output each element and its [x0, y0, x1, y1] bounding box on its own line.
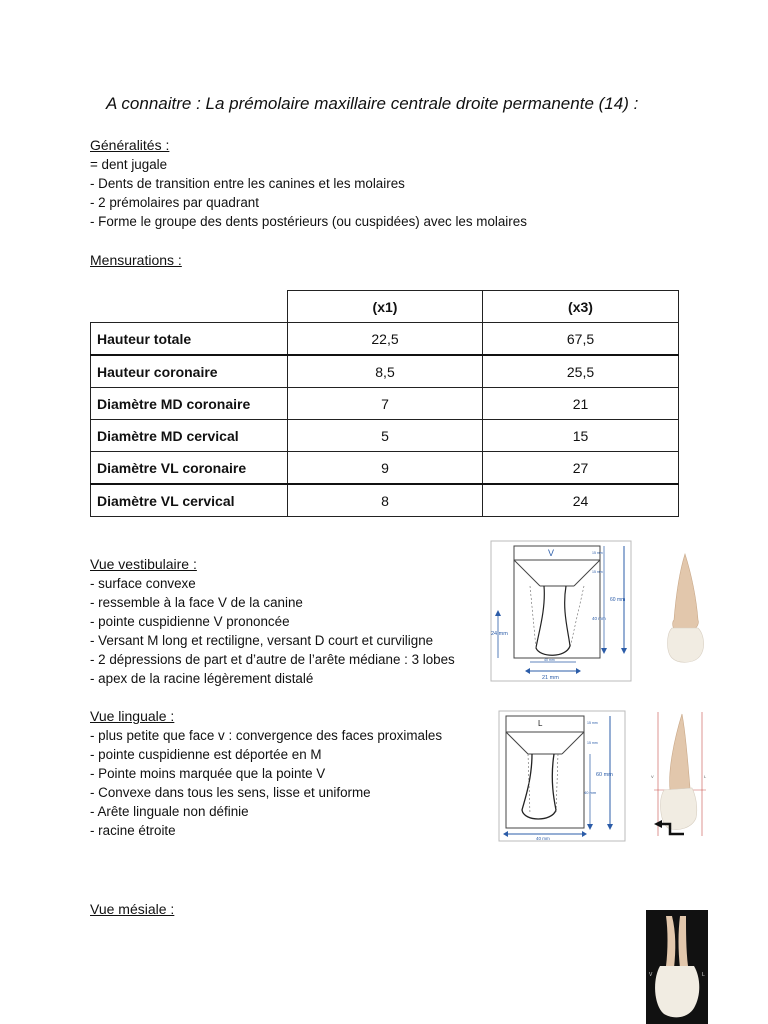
- cell-x3: 24: [483, 484, 679, 517]
- tooth-crown: [668, 628, 704, 662]
- cell-x3: 27: [483, 452, 679, 485]
- cell-x1: 8: [288, 484, 483, 517]
- dim-top1: 15 mm: [587, 721, 598, 725]
- linguale-diagram: [498, 710, 626, 842]
- cell-x1: 9: [288, 452, 483, 485]
- table-row: [91, 452, 679, 485]
- table-row: [91, 323, 679, 356]
- generalites-line: - Forme le groupe des dents postérieurs (ou cuspidées) avec les molaires: [90, 214, 527, 229]
- vestibulaire-heading: Vue vestibulaire :: [90, 556, 197, 572]
- table-row: [91, 420, 679, 452]
- dim-inner: 40 mm: [584, 790, 597, 795]
- table-header-cell: (x1): [288, 291, 483, 323]
- mensurations-table: [90, 290, 679, 517]
- generalites-heading: Généralités :: [90, 137, 170, 153]
- row-label: Diamètre VL coronaire: [91, 452, 288, 485]
- generalites-line: - 2 prémolaires par quadrant: [90, 195, 259, 210]
- cell-x3: 25,5: [483, 355, 679, 388]
- linguale-line: - Convexe dans tous les sens, lisse et uniforme: [90, 785, 371, 800]
- diagram-letter: L: [538, 719, 543, 728]
- linguale-heading: Vue linguale :: [90, 708, 175, 724]
- vestibulaire-tooth-photo: [660, 550, 710, 670]
- table-row: [91, 388, 679, 420]
- row-label: Diamètre VL cervical: [91, 484, 288, 517]
- vestibulaire-line: - apex de la racine légèrement distalé: [90, 671, 314, 686]
- dim-height: 60 mm: [596, 772, 613, 778]
- tooth-root: [673, 554, 699, 632]
- dim-height: 60 mm: [610, 597, 626, 603]
- mensurations-heading: Mensurations :: [90, 252, 182, 268]
- cell-x1: 7: [288, 388, 483, 420]
- page-title: A connaitre : La prémolaire maxillaire centrale droite permanente (14) :: [106, 94, 639, 113]
- linguale-tooth-photo: [648, 710, 706, 840]
- photo-label-left: V: [651, 774, 654, 779]
- table-header-cell: [91, 291, 288, 323]
- tooth-root: [670, 714, 690, 790]
- generalites-line: - Dents de transition entre les canines et les molaires: [90, 176, 405, 191]
- photo-label-right: L: [702, 972, 705, 978]
- vestibulaire-diagram: [490, 540, 632, 682]
- diagram-letter: V: [548, 548, 555, 558]
- row-label: Hauteur coronaire: [91, 355, 288, 388]
- linguale-line: - pointe cuspidienne est déportée en M: [90, 747, 322, 762]
- row-label: Diamètre MD coronaire: [91, 388, 288, 420]
- vestibulaire-line: - 2 dépressions de part et d’autre de l’arête médiane : 3 lobes: [90, 652, 455, 667]
- diagram-frame: [491, 541, 631, 681]
- table-header-row: [91, 291, 679, 323]
- dim-top2: 15 mm: [592, 570, 603, 574]
- dim-side: 24 mm: [491, 631, 508, 637]
- cell-x3: 21: [483, 388, 679, 420]
- cell-x3: 15: [483, 420, 679, 452]
- vestibulaire-line: - surface convexe: [90, 576, 196, 591]
- row-label: Hauteur totale: [91, 323, 288, 356]
- vestibulaire-list: [90, 574, 455, 688]
- tooth-crown: [655, 966, 699, 1017]
- dim-top1: 15 mm: [592, 551, 603, 555]
- table-row: [91, 484, 679, 517]
- generalites-list: [90, 155, 527, 231]
- mesiale-tooth-photo: [646, 910, 708, 1024]
- linguale-line: - Pointe moins marquée que la pointe V: [90, 766, 326, 781]
- dim-bottom: 21 mm: [542, 675, 559, 681]
- cell-x3: 67,5: [483, 323, 679, 356]
- cell-x1: 22,5: [288, 323, 483, 356]
- cell-x1: 5: [288, 420, 483, 452]
- photo-label-right: L: [704, 774, 707, 779]
- mesiale-heading: Vue mésiale :: [90, 901, 175, 917]
- cell-x1: 8,5: [288, 355, 483, 388]
- table-header-cell: (x3): [483, 291, 679, 323]
- linguale-line: - racine étroite: [90, 823, 176, 838]
- vestibulaire-line: - pointe cuspidienne V prononcée: [90, 614, 290, 629]
- row-label: Diamètre MD cervical: [91, 420, 288, 452]
- dim-bottom-inner: 40 mm: [544, 658, 555, 662]
- vestibulaire-line: - ressemble à la face V de la canine: [90, 595, 303, 610]
- dim-bottom: 40 mm: [536, 836, 550, 841]
- photo-label-left: V: [649, 972, 653, 978]
- table-row: [91, 355, 679, 388]
- linguale-list: [90, 726, 442, 840]
- linguale-line: - Arête linguale non définie: [90, 804, 249, 819]
- linguale-line: - plus petite que face v : convergence des faces proximales: [90, 728, 443, 743]
- generalites-line: = dent jugale: [90, 157, 168, 172]
- dim-top2: 15 mm: [587, 741, 598, 745]
- vestibulaire-line: - Versant M long et rectiligne, versant D court et curviligne: [90, 633, 434, 648]
- dim-inner: 40 mm: [592, 616, 606, 621]
